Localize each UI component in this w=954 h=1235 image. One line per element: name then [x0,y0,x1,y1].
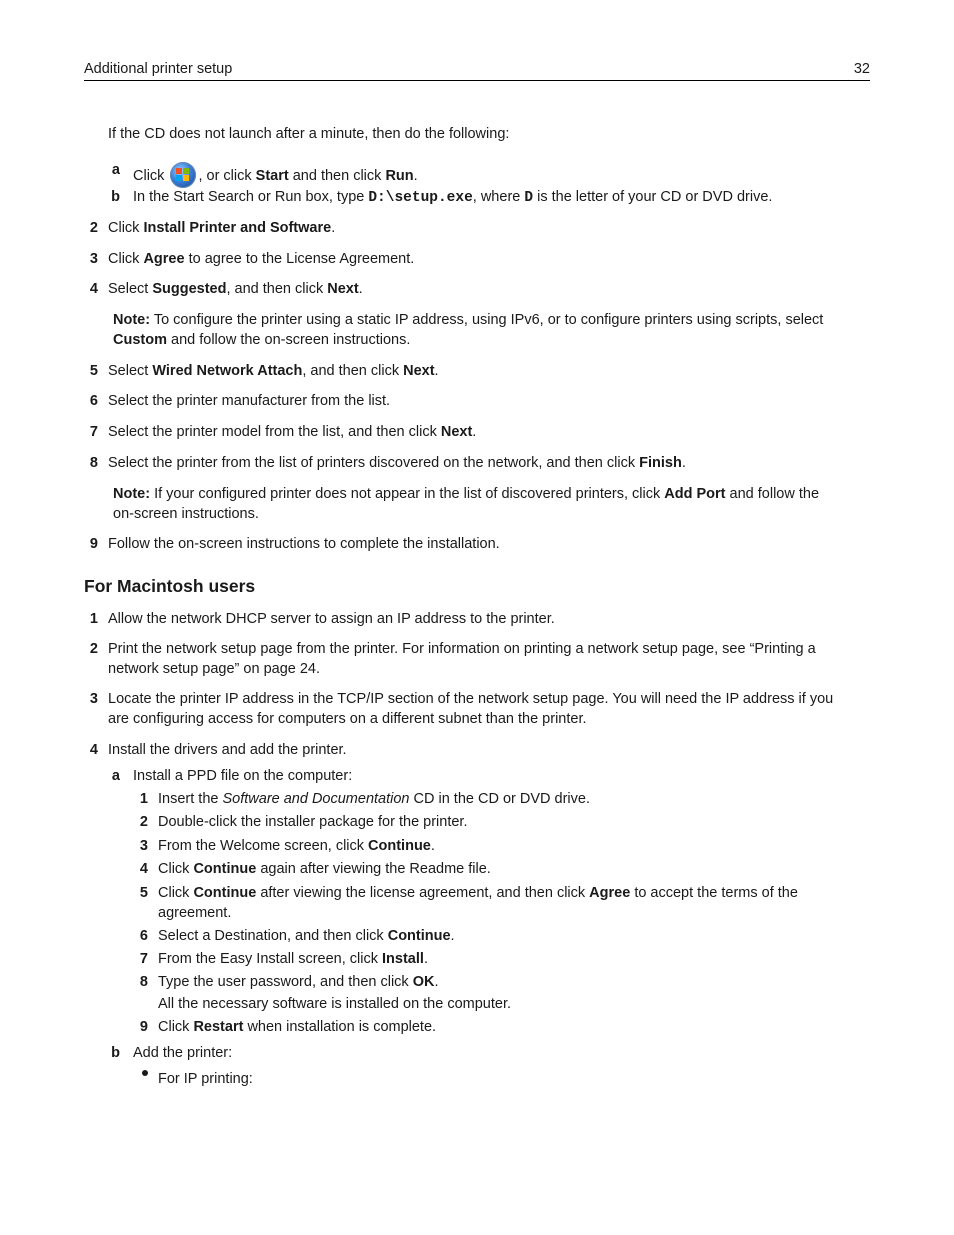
step-number: 8 [139,974,148,990]
step-number: 3 [89,251,98,267]
step-number: 2 [139,814,148,830]
text: CD in the CD or DVD drive. [413,791,590,807]
sub-b-text [133,189,772,206]
bold-start: Start [255,168,289,184]
sub-letter-b: b [111,1045,120,1061]
bold: Custom [113,332,167,348]
windows-start-icon [170,162,196,188]
step-number: 6 [139,928,148,944]
text: . [450,928,455,944]
text: . [434,363,439,379]
text: Click [158,885,190,901]
text: Select [108,281,149,297]
ppd-step-3-text [158,838,435,854]
bold: Suggested [152,281,227,297]
step-number: 1 [89,611,98,627]
mac-step-3-line-1: Locate the printer IP address in the TCP/IP section of the network setup page. You will need the IP address if you [108,691,834,707]
step-number: 3 [139,838,148,854]
mac-step-2-line-1: Print the network setup page from the printer. For information on printing a network setup page, see “Printing a [108,641,816,657]
step-4-text [108,281,363,297]
mac-sub-a-text: Install a PPD file on the computer: [133,768,353,784]
ppd-step-8-line-1 [158,974,438,990]
step-number: 7 [139,951,148,967]
text: , or click [198,168,252,184]
step-number: 9 [89,536,98,552]
bold: Wired Network Attach [152,363,303,379]
intro-text: If the CD does not launch after a minute, then do the following: [108,126,510,142]
bullet-text: For IP printing: [158,1071,253,1087]
bold-run: Run [385,168,414,184]
code-drive-letter: D [524,190,534,206]
ppd-step-5-line-1 [158,885,798,901]
text: Click [158,861,190,877]
step-6-text: Select the printer manufacturer from the list. [108,393,391,409]
step-number: 5 [139,885,148,901]
text: If your configured printer does not appear in the list of discovered printers, click [154,486,661,502]
step-3-text [108,251,414,267]
header-title: Additional printer setup [84,61,233,77]
sub-letter-a: a [111,162,120,178]
bold: Continue [387,928,451,944]
sub-letter-b: b [111,189,120,205]
ppd-step-2-text: Double-click the installer package for the printer. [158,814,468,830]
step-number: 2 [89,641,98,657]
sub-a-text [133,162,418,188]
text: again after viewing the Readme file. [260,861,491,877]
text: From the Easy Install screen, click [158,951,378,967]
sub-letter-a: a [111,768,120,784]
section-heading: For Macintosh users [84,576,256,596]
text: Insert the [158,791,219,807]
bold: Agree [143,251,185,267]
italic: Software and Documentation [222,791,410,807]
note-1-line-2 [113,332,410,348]
bold: Next [440,424,473,440]
bold: Continue [193,885,257,901]
bold: Add Port [664,486,726,502]
text: when installation is complete. [247,1019,437,1035]
mac-step-4-text: Install the drivers and add the printer. [108,742,347,758]
step-7-text [108,424,476,440]
bold: Next [327,281,359,297]
bold: OK [412,974,435,990]
text: . [430,838,435,854]
text: Select the printer from the list of printers discovered on the network, and then click [108,455,636,471]
step-number: 1 [139,791,148,807]
code-setup-path: D:\setup.exe [368,190,473,206]
text: Click [108,220,140,236]
text: and follow the [729,486,820,502]
text: to agree to the License Agreement. [188,251,415,267]
text: Select [108,363,149,379]
step-9-text: Follow the on-screen instructions to complete the installation. [108,536,500,552]
bold: Install Printer and Software [143,220,332,236]
step-number: 3 [89,691,98,707]
step-number: 5 [89,363,98,379]
mac-step-1-text: Allow the network DHCP server to assign an IP address to the printer. [108,611,555,627]
bold: Agree [589,885,631,901]
step-number: 2 [89,220,98,236]
bullet-icon [142,1070,148,1076]
text: Select a Destination, and then click [158,928,384,944]
bold: Finish [639,455,682,471]
mac-step-3-line-2: are configuring access for computers on a different subnet than the printer. [108,711,587,727]
step-2-text [108,220,335,236]
step-5-text [108,363,439,379]
text: Type the user password, and then click [158,974,409,990]
step-number: 4 [89,281,98,297]
text: From the Welcome screen, click [158,838,365,854]
ppd-step-5-line-2: agreement. [158,905,232,921]
step-number: 4 [89,742,98,758]
mac-step-2-line-2: network setup page” on page 24. [108,661,321,677]
ppd-step-9-text [158,1019,436,1035]
bold: Continue [193,861,257,877]
text: . [434,974,439,990]
step-number: 9 [139,1019,148,1035]
text: Click [108,251,140,267]
text: to accept the terms of the [634,885,798,901]
text: To configure the printer using a static IP address, using IPv6, or to configure printers using scripts, select [153,312,824,328]
text: Click [158,1019,190,1035]
ppd-step-6-text [158,928,455,944]
text: . [681,455,686,471]
header-rule [84,80,870,81]
text: . [413,168,418,184]
text: . [358,281,363,297]
bold: Continue [368,838,431,854]
bold: Restart [193,1019,244,1035]
text: . [472,424,477,440]
page-number: 32 [853,61,870,77]
note-label: Note: [113,486,151,502]
step-number: 8 [89,455,98,471]
bold: Install [382,951,424,967]
text: , where [472,189,521,205]
note-2-line-2: on-screen instructions. [113,506,259,522]
ppd-step-8-line-2: All the necessary software is installed on the computer. [158,996,512,1012]
bold: Next [403,363,435,379]
text: . [423,951,428,967]
step-number: 6 [89,393,98,409]
ppd-step-7-text [158,951,428,967]
note-1-line-1 [113,312,823,328]
text: is the letter of your CD or DVD drive. [537,189,773,205]
note-label: Note: [113,312,151,328]
step-number: 7 [89,424,98,440]
mac-sub-b-text: Add the printer: [133,1045,233,1061]
text: In the Start Search or Run box, type [133,189,365,205]
step-number: 4 [139,861,148,877]
text: and follow the on-screen instructions. [171,332,411,348]
text: , and then click [302,363,400,379]
note-2-line-1 [113,486,819,502]
text: Click [133,168,165,184]
text: after viewing the license agreement, and then click [260,885,586,901]
text: . [331,220,336,236]
text: and then click [292,168,382,184]
ppd-step-4-text [158,861,491,877]
ppd-step-1-text [158,791,590,807]
step-8-text [108,455,686,471]
text: Select the printer model from the list, and then click [108,424,437,440]
text: , and then click [226,281,324,297]
